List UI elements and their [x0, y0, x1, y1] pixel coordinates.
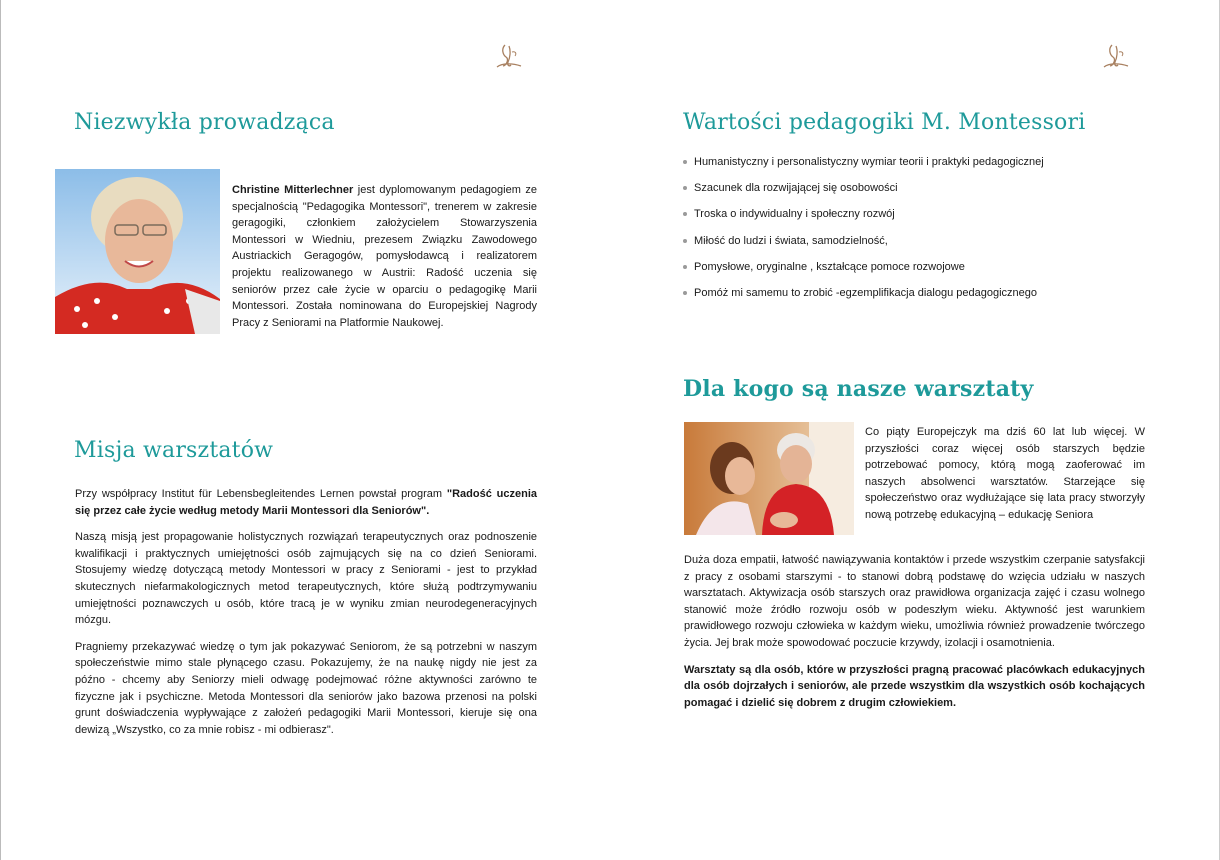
- heading-unusual-instructor: Niezwykła prowadząca: [74, 110, 335, 135]
- logo-icon: [1099, 40, 1131, 72]
- mission-intro-text: Przy współpracy Institut für Lebensbegleitendes Lernen powstał program: [75, 488, 447, 500]
- values-list-item: [683, 286, 1153, 312]
- audience-closing: Warsztaty są dla osób, które w przyszłości pragną pracować placówkach edukacyjnych dla osób dojrzałych i seniorów, ale przede wszystkim dla wszystkich osób kochających pomagać i dzielić się dobrem z drugim człowiekiem.: [684, 663, 1145, 709]
- heading-montessori-values: Wartości pedagogiki M. Montessori: [683, 110, 1086, 135]
- value-text: Szacunek dla rozwijającej się osobowości: [694, 182, 898, 195]
- instructor-bio: [232, 182, 537, 331]
- bullet-icon: [683, 212, 687, 216]
- value-text: Pomysłowe, oryginalne , kształcące pomoce rozwojowe: [694, 260, 965, 273]
- caregiver-senior-photo: [684, 422, 854, 535]
- left-page: [1, 0, 605, 860]
- logo-icon: [492, 40, 524, 72]
- bullet-icon: [683, 160, 687, 164]
- right-page: [605, 0, 1219, 860]
- audience-paragraph: Duża doza empatii, łatwość nawiązywania kontaktów i przede wszystkim czerpanie satysfakcji z pracy z osobami starszymi - to stanowi dobrą podstawę do wzięcia udziału w naszych warsztatach. Aktywizacja osób starszych oraz prawidłowa organizacja zajęć i czasu wolnego stanowić może źródło rozwoju osób w podeszłym wieku. Aktywność jest warunkiem prawidłowego rozwoju człowieka w każdym wieku, umożliwia również prowadzenie twórczego życia. Jej brak może spowodować poczucie krzywdy, izolacji i osamotnienia.: [684, 554, 1145, 649]
- values-list: [683, 155, 1153, 312]
- instructor-name: Christine Mitterlechner: [232, 184, 354, 196]
- values-list-item: [683, 181, 1153, 207]
- value-text: Humanistyczny i personalistyczny wymiar teorii i praktyki pedagogicznej: [694, 156, 1044, 168]
- mission-paragraph-2: Pragniemy przekazywać wiedzę o tym jak pokazywać Seniorom, że są potrzebni w naszym społeczeństwie mimo stale płynącego czasu. Pokazujemy, że na naukę nigdy nie jest za późno - chcemy aby Seniorzy mieli odwagę podejmować różne aktywności zarówno te fizyczne jak i psychiczne. Metoda Montessori dla seniorów jako bazowa przenosi na polski grunt doświadczenia wypływające z założeń pedagogiki Marii Montessori, kieruje się ona dewizą „Wszystko, co za mnie robisz - mi odbierasz".: [75, 640, 537, 736]
- heading-workshop-audience: Dla kogo są nasze warsztaty: [683, 376, 1034, 402]
- bullet-icon: [683, 186, 687, 190]
- bullet-icon: [683, 265, 687, 269]
- values-list-item: [683, 260, 1153, 286]
- mission-paragraph: Naszą misją jest propagowanie holistycznych rozwiązań terapeutycznych oraz podnoszenie kwalifikacji i praktycznych umiejętności osób zajmujących się na co dzień Seniorami. Stosujemy wiedzę dotyczącą metody Montessori w pracy z Seniorami - jest to przykład skutecznych niefarmakologicznych metod terapeutycznych, które służą podtrzymywaniu umiejętności poznawczych u osób, które tracą je w wyniku zmian neurodegeneracyjnych mózgu.: [75, 531, 537, 627]
- value-text: Pomóż mi samemu to zrobić -egzemplifikacja dialogu pedagogicznego: [694, 286, 1038, 299]
- bullet-icon: [683, 291, 687, 295]
- mission-text: [75, 486, 537, 748]
- value-text: Troska o indywidualny i społeczny rozwój: [694, 208, 895, 221]
- mission-intro: [75, 486, 537, 519]
- value-text: Miłość do ludzi i świata, samodzielność,: [694, 234, 888, 247]
- instructor-bio-text: jest dyplomowanym pedagogiem ze specjalnością "Pedagogika Montessori", trenerem w zakresie geragogiki, członkiem założycielem Stowarzyszenia Montessori w Wiedniu, prezesem Związku Zawodowego Austriackich Geragogów, pomysłodawcą i realizatorem projektu realizowanego w Austrii: Radość uczenia się seniorów przez całe życie w oparciu o pedagogikę Marii Montessori. Została nominowana do Europejskiej Nagrody Pracy z Seniorami na Platformie Naukowej.: [232, 184, 537, 329]
- instructor-photo: [55, 169, 220, 334]
- heading-workshop-mission: Misja warsztatów: [74, 438, 274, 463]
- values-list-item: [683, 155, 1153, 181]
- audience-text: [684, 552, 1145, 721]
- values-list-item: [683, 207, 1153, 233]
- bullet-icon: [683, 239, 687, 243]
- audience-intro: Co piąty Europejczyk ma dziś 60 lat lub więcej. W przyszłości coraz więcej osób starszych będzie potrzebować pomocy, którą mogą zaoferować im naszych absolwenci warsztatów. Starzejące się społeczeństwo oraz wydłużające się lata pracy stworzyły nową potrzebę edukacyjną – edukację Seniora: [865, 426, 1145, 521]
- program-name: "Radość uczenia się przez całe życie według metody Marii Montessori dla Seniorów".: [75, 488, 538, 517]
- values-list-item: [683, 234, 1153, 260]
